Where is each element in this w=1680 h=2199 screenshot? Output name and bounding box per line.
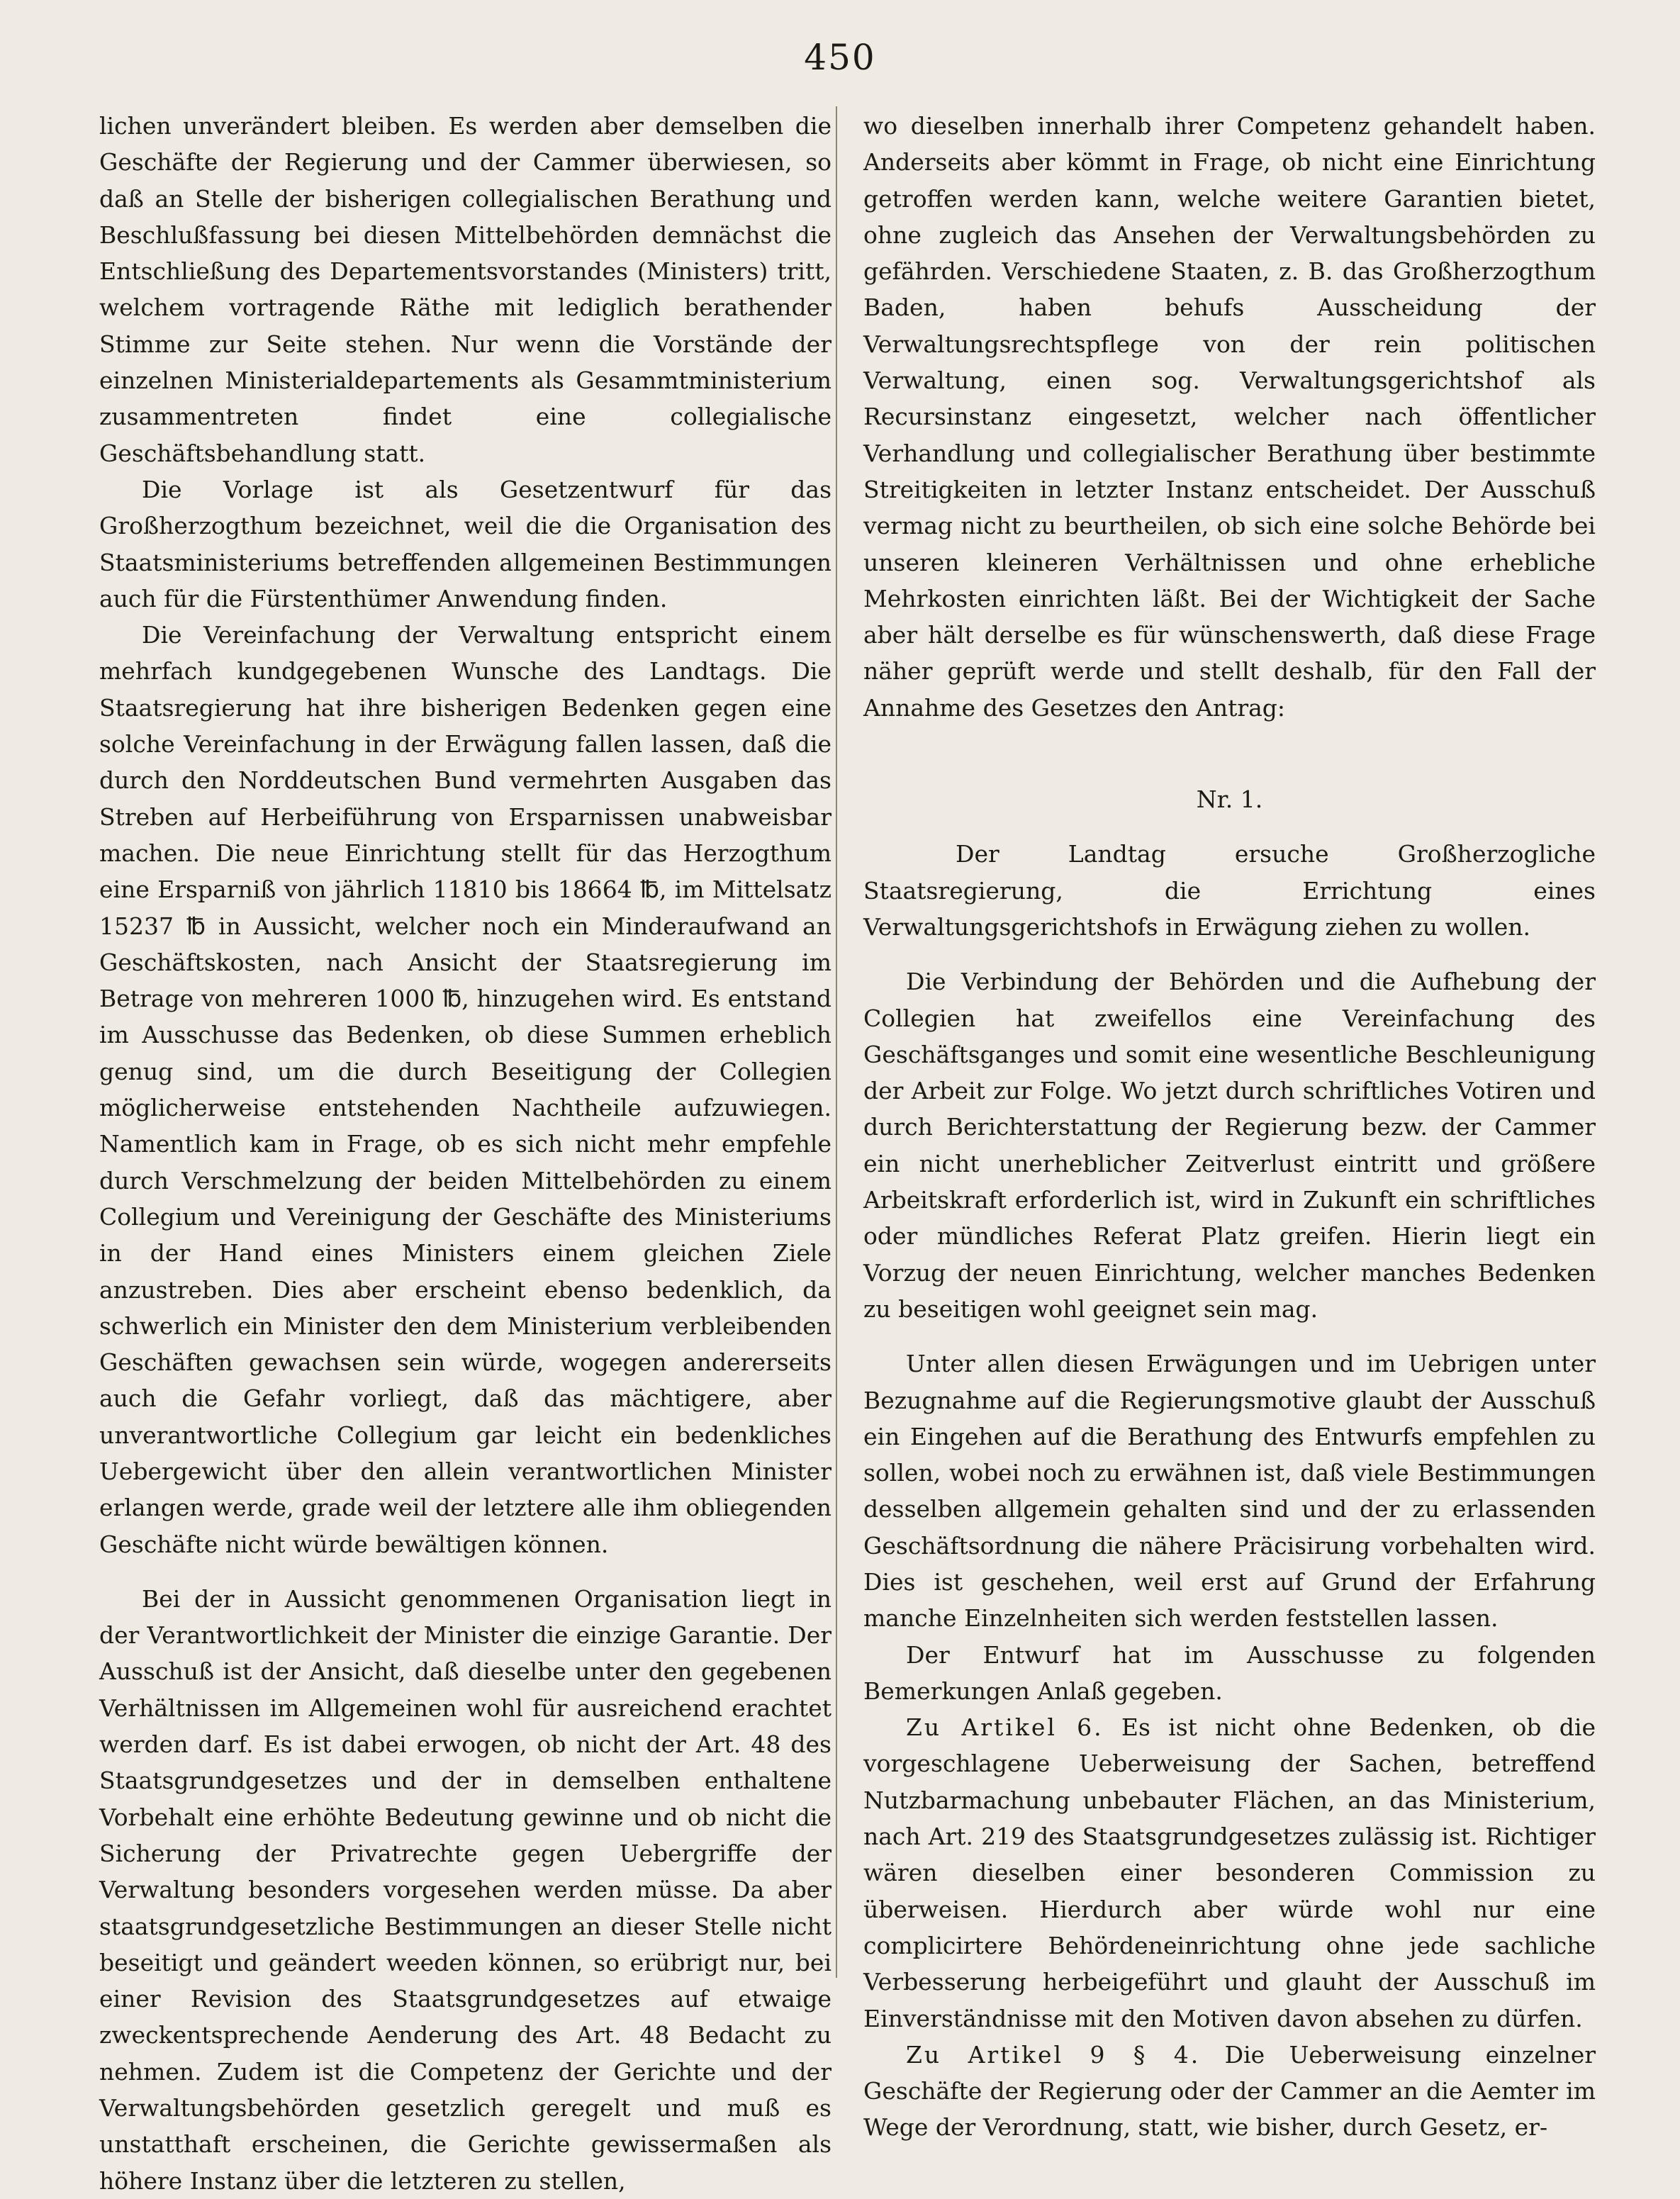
paragraph: Die Vereinfachung der Verwaltung entspricht einem mehrfach kundgegebenen Wunsche des Landtags. Die Staatsregierung hat ihre bisherigen Bedenken gegen eine solche Vereinfachung in der Erwägung fallen lassen, daß die durch den Norddeutschen Bund vermehrten Ausgaben das Streben auf Herbeiführung von Ersparnissen unabweisbar machen. Die neue Einrichtung stellt für das Herzogthum eine Ersparniß von jährlich 11810 bis 18664 ℔, im Mittelsatz 15237 ℔ in Aussicht, welcher noch ein Minderaufwand an Geschäftskosten, nach Ansicht der Staatsregierung im Betrage von mehreren 1000 ℔, hinzugehen wird. Es entstand im Ausschusse das Bedenken, ob diese Summen erheblich genug sind, um die durch Beseitigung der Collegien möglicherweise entstehenden Nachtheile aufzuwiegen. Namentlich kam in Frage, ob es sich nicht mehr empfehle durch Verschmelzung der beiden Mittelbehörden zu einem Collegium und Vereinigung der Geschäfte des Ministeriums in der Hand eines Ministers einem gleichen Ziele anzustreben. Dies aber erscheint ebenso bedenklich, da schwerlich ein Minister den dem Ministerium verbleibenden Geschäften gewachsen sein würde, wogegen andererseits auch die Gefahr vorliegt, daß das mächtigere, aber unverantwortliche Collegium gar leicht ein bedenkliches Uebergewicht über den allein verantwortlichen Minister erlangen werde, grade weil der letztere alle ihm obliegenden Geschäfte nicht würde bewältigen können. <box>99 621 831 1558</box>
paragraph: Der Entwurf hat im Ausschusse zu folgenden Bemerkungen Anlaß gegeben. <box>863 1640 1596 1705</box>
paragraph: Bei der in Aussicht genommenen Organisation liegt in der Verantwortlichkeit der Minister die einzige Garantie. Der Ausschuß ist der Ansicht, daß dieselbe unter den gegebenen Verhältnissen im Allgemeinen wohl für ausreichend erachtet werden darf. Es ist dabei erwogen, ob nicht der Art. 48 des Staatsgrundgesetzes und der in demselben enthaltene Vorbehalt eine erhöhte Bedeutung gewinne und ob nicht die Sicherung der Privatrechte gegen Uebergriffe der Verwaltung besonders vorgesehen werden müsse. Da aber staatsgrundgesetzliche Bestimmungen an dieser Stelle nicht beseitigt und geändert weeden können, so erübrigt nur, bei einer Revision des Staatsgrundgesetzes auf etwaige zweckentsprechende Aenderung des Art. 48 Bedacht zu nehmen. Zudem ist die Competenz der Gerichte und der Verwaltungsbehörden gesetzlich geregelt und muß es unstatthaft erscheinen, die Gerichte gewissermaßen als höhere Instanz über die letzteren zu stellen, <box>99 1584 831 2195</box>
article-9-text: Die Ueberweisung einzelner Geschäfte der Regierung oder der Cammer an die Aemter im Wege der Verordnung, statt, wie bisher, durch Gesetz, er- <box>863 2040 1596 2142</box>
paragraph: wo dieselben innerhalb ihrer Competenz gehandelt haben. Anderseits aber kömmt in Frage, ob nicht eine Einrichtung getroffen werden kann, welche weitere Garantien bietet, ohne zugleich das Ansehen der Verwaltungsbehörden zu gefährden. Verschiedene Staaten, z. B. das Großherzogthum Baden, haben behufs Ausscheidung der Verwaltungsrechtspflege von der rein politischen Verwaltung, einen sog. Verwaltungsgerichtshof als Recursinstanz eingesetzt, welcher nach öffentlicher Verhandlung und collegialischer Berathung über bestimmte Streitigkeiten in letzter Instanz entscheidet. Der Ausschuß vermag nicht zu beurtheilen, ob sich eine solche Behörde bei unseren kleineren Verhältnissen und ohne erhebliche Mehrkosten einrichten läßt. Bei der Wichtigkeit der Sache aber hält derselbe es für wünschenswerth, daß diese Frage näher geprüft werde und stellt deshalb, für den Fall der Annahme des Gesetzes den Antrag: <box>863 112 1596 722</box>
article-6-remark <box>863 1709 1596 2037</box>
article-9-remark <box>863 2037 1596 2146</box>
paragraph: Die Verbindung der Behörden und die Aufhebung der Collegien hat zweifellos eine Vereinfachung des Geschäftsganges und somit eine wesentliche Beschleunigung der Arbeit zur Folge. Wo jetzt durch schriftliches Votiren und durch Berichterstattung der Regierung bezw. der Cammer ein nicht unerheblicher Zeitverlust eintritt und größere Arbeitskraft erforderlich ist, wird in Zukunft ein schriftliches oder mündliches Referat Platz greifen. Hierin liegt ein Vorzug der neuen Einrichtung, welcher manches Bedenken zu beseitigen wohl geeignet sein mag. <box>863 968 1596 1323</box>
paragraph: Unter allen diesen Erwägungen und im Uebrigen unter Bezugnahme auf die Regierungsmotive glaubt der Ausschuß ein Eingehen auf die Berathung des Entwurfs empfehlen zu sollen, wobei noch zu erwähnen ist, daß viele Bestimmungen desselben allgemein gehalten sind und der zu erlassenden Geschäftsordnung die nähere Präcisirung vorbehalten wird. Dies ist geschehen, weil erst auf Grund der Erfahrung manche Einzelnheiten sich werden feststellen lassen. <box>863 1350 1596 1633</box>
left-column <box>99 108 831 2199</box>
motion-text: Der Landtag ersuche Großherzogliche Staatsregierung, die Errichtung eines Verwaltungsgerichtshofs in Erwägung ziehen zu wollen. <box>863 840 1596 941</box>
article-6-label: Zu Artikel 6. <box>906 1713 1104 1742</box>
right-column <box>863 108 1596 2146</box>
paragraph: Die Vorlage ist als Gesetzentwurf für das Großherzogthum bezeichnet, weil die die Organisation des Staatsministeriums betreffenden allgemeinen Bestimmungen auch für die Fürstenthümer Anwendung finden. <box>99 475 831 612</box>
page-number: 450 <box>804 37 876 78</box>
column-divider <box>836 106 837 1978</box>
motion-heading: Nr. 1. <box>1196 785 1263 814</box>
article-6-text: Es ist nicht ohne Bedenken, ob die vorgeschlagene Ueberweisung der Sachen, betreffend Nutzbarmachung unbebauter Flächen, an das Ministerium, nach Art. 219 des Staatsgrundgesetzes zulässig ist. Richtiger wären dieselben einer besonderen Commission zu überweisen. Hierdurch aber würde wohl nur eine complicirtere Behördeneinrichtung ohne jede sachliche Verbesserung herbeigeführt und glauht der Ausschuß im Einverständnisse mit den Motiven davon absehen zu dürfen. <box>863 1713 1596 2032</box>
paragraph: lichen unverändert bleiben. Es werden aber demselben die Geschäfte der Regierung und der Cammer überwiesen, so daß an Stelle der bisherigen collegialischen Berathung und Beschlußfassung bei diesen Mittelbehörden demnächst die Entschließung des Departementsvorstandes (Ministers) tritt, welchem vortragende Räthe mit lediglich berathender Stimme zur Seite stehen. Nur wenn die Vorstände der einzelnen Ministerialdepartements als Gesammtministerium zusammentreten findet eine collegialische Geschäftsbehandlung statt. <box>99 112 831 467</box>
article-9-label: Zu Artikel 9 § 4. <box>906 2040 1201 2069</box>
